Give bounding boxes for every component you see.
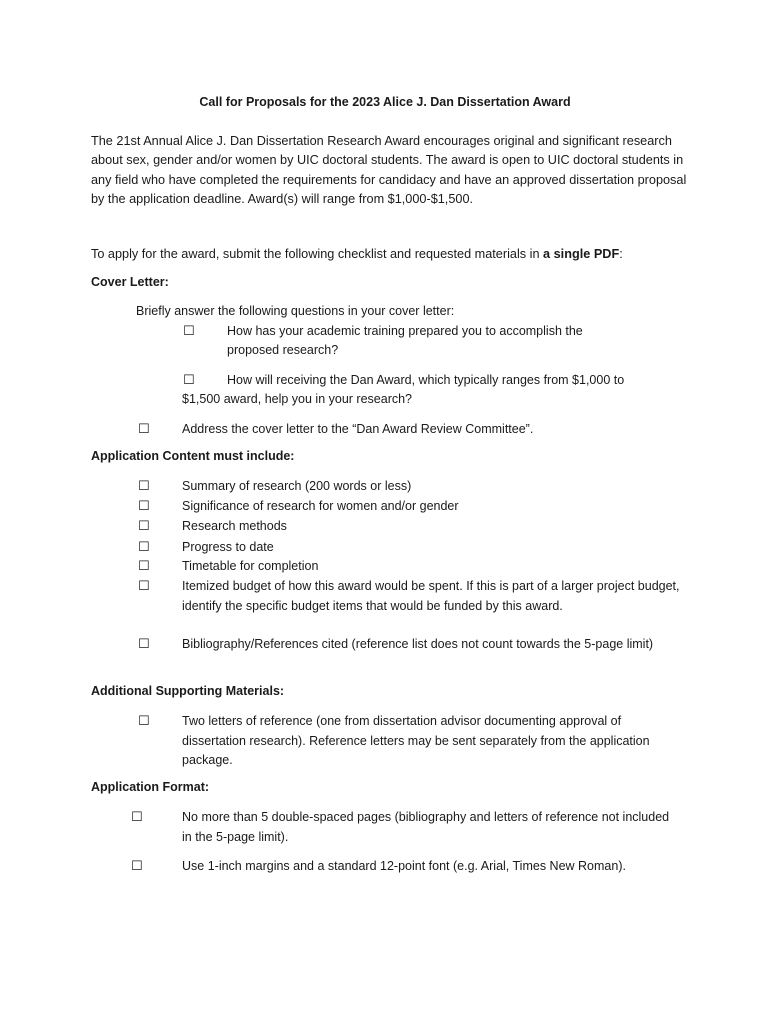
checkbox[interactable]: ☐: [138, 578, 150, 593]
document-title: Call for Proposals for the 2023 Alice J. Dan Dissertation Award: [199, 95, 571, 109]
content-item: Research methods: [182, 519, 287, 533]
content-item: Progress to date: [182, 540, 274, 554]
cover-letter-heading: Cover Letter:: [91, 275, 169, 289]
supporting-item: Two letters of reference (one from dissertation advisor documenting approval of dissertation research). Reference letters may be sent separately from the application package.: [182, 714, 650, 768]
cover-question-1-line-2: proposed research?: [227, 343, 339, 357]
checkbox[interactable]: ☐: [138, 558, 150, 573]
cover-letter-intro: Briefly answer the following questions in your cover letter:: [136, 304, 455, 318]
checkbox[interactable]: ☐: [183, 323, 195, 338]
checkbox[interactable]: ☐: [183, 372, 195, 387]
checkbox[interactable]: ☐: [138, 539, 150, 554]
content-item: Bibliography/References cited (reference list does not count towards the 5-page limit): [182, 637, 654, 651]
cover-address-item: Address the cover letter to the “Dan Award Review Committee”.: [182, 422, 534, 436]
content-item: Timetable for completion: [182, 559, 319, 573]
content-item: Summary of research (200 words or less): [182, 479, 412, 493]
supporting-materials-heading: Additional Supporting Materials:: [91, 684, 285, 698]
apply-instructions: [91, 245, 691, 264]
format-item: Use 1-inch margins and a standard 12-point font (e.g. Arial, Times New Roman).: [182, 859, 626, 873]
checkbox[interactable]: ☐: [138, 478, 150, 493]
application-format-heading: Application Format:: [91, 780, 210, 794]
checkbox[interactable]: ☐: [131, 809, 143, 824]
apply-prefix: To apply for the award, submit the following checklist and requested materials in: [91, 247, 544, 261]
checkbox[interactable]: ☐: [138, 518, 150, 533]
apply-suffix: :: [619, 247, 623, 261]
cover-question-1-line-1: How has your academic training prepared you to accomplish the: [227, 324, 583, 338]
checkbox[interactable]: ☐: [138, 498, 150, 513]
format-item: No more than 5 double-spaced pages (bibliography and letters of reference not included in the 5-page limit).: [182, 810, 670, 844]
content-item: Itemized budget of how this award would be spent. If this is part of a larger project budget, identify the specific budget items that would be funded by this award.: [182, 579, 680, 613]
content-item: Significance of research for women and/or gender: [182, 499, 459, 513]
cover-question-2-line-2: $1,500 award, help you in your research?: [182, 392, 413, 406]
cover-question-2-line-1: How will receiving the Dan Award, which typically ranges from $1,000 to: [227, 373, 625, 387]
intro-paragraph: The 21st Annual Alice J. Dan Dissertation Research Award encourages original and significant research about sex, gender and/or women by UIC doctoral students. The award is open to UIC doctoral students in any field who have completed the requirements for candidacy and have an approved dissertation proposal by the application deadline. Award(s) will range from $1,000-$1,500.: [91, 134, 687, 206]
checkbox[interactable]: ☐: [131, 858, 143, 873]
application-content-heading: Application Content must include:: [91, 449, 295, 463]
apply-bold: a single PDF: [543, 247, 620, 261]
checkbox[interactable]: ☐: [138, 713, 150, 728]
checkbox[interactable]: ☐: [138, 636, 150, 651]
checkbox[interactable]: ☐: [138, 421, 150, 436]
